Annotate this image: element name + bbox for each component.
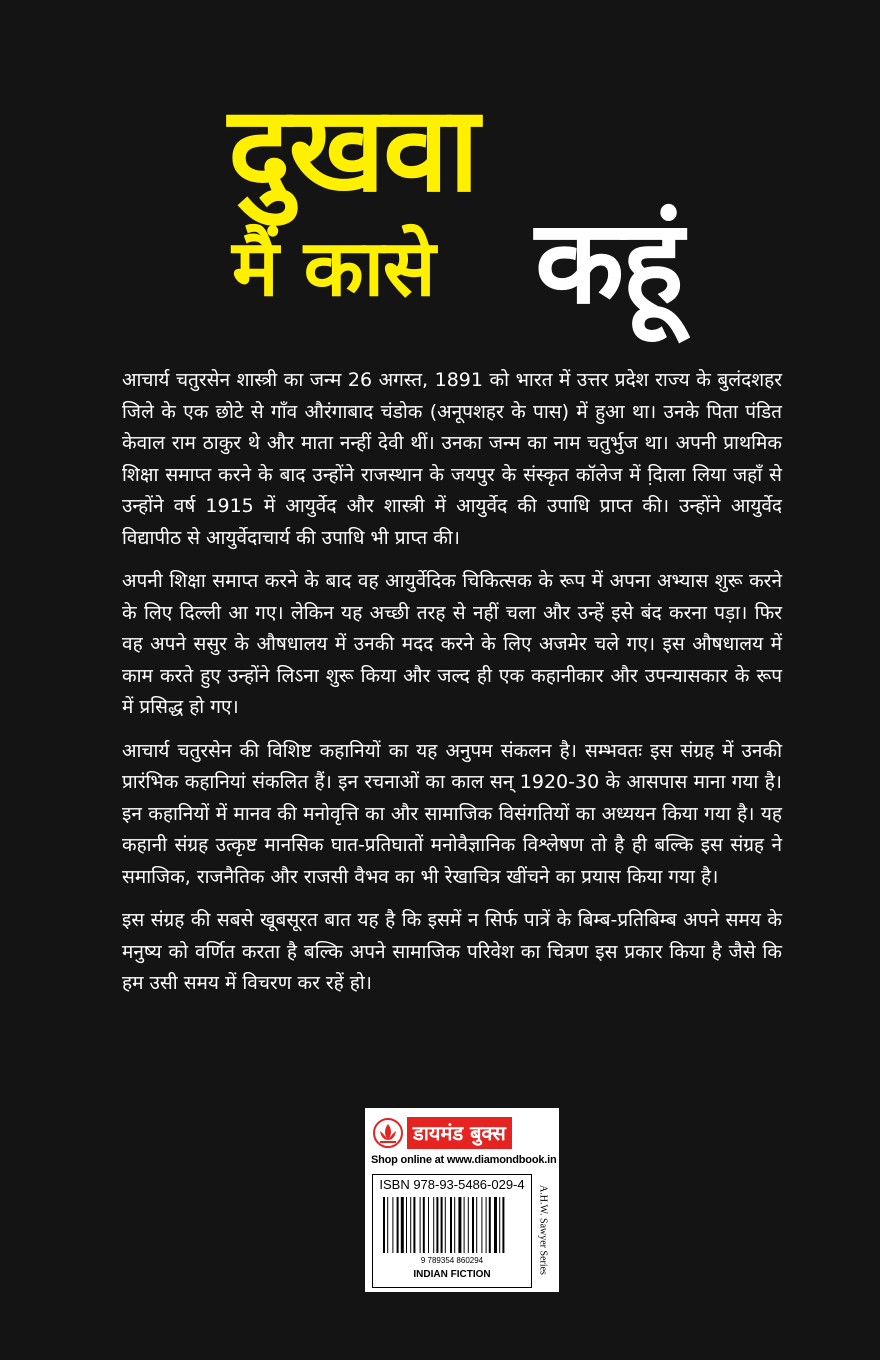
publisher-isbn-panel — [365, 1108, 559, 1292]
title-line-2-accent: कहूं — [535, 195, 682, 330]
publisher-name: डायमंड बुक्स — [407, 1117, 512, 1149]
lotus-icon — [373, 1118, 403, 1148]
series-text: A.H.W. Sawyer Series — [537, 1185, 549, 1275]
barcode-bar — [428, 1197, 429, 1253]
barcode-bar — [494, 1197, 497, 1253]
description-paragraph-1: आचार्य चतुरसेन शास्त्री का जन्म 26 अगस्त, 1891 को भारत में उत्तर प्रदेश राज्य के बुलंदशहर जिले के एक छोटे से गाँव औरंगाबाद चंडोक (अनूपशहर के पास) में हुआ था। उनके पिता पंडित केवाल राम ठाकुर थे और माता नन्हीं देवी थीं। उनका जन्म का नाम चतुर्भुज था। अपनी प्राथमिक शिक्षा समाप्त करने के बाद उन्होंने राजस्थान के जयपुर के संस्कृत कॉलेज में दाि़ला लिया जहाँ से उन्होंने वर्ष 1915 में आयुर्वेद और शास्त्री में आयुर्वेद की उपाधि प्राप्त की। उन्होंने आयुर्वेद विद्यापीठ से आयुर्वेदाचार्य की उपाधि भी प्राप्त की। — [122, 369, 782, 549]
barcode — [379, 1195, 525, 1265]
description-paragraph-3: आचार्य चतुरसेन की विशिष्ट कहानियों का यह अनुपम संकलन है। सम्भवतः इस संग्रह में उनकी प्रारंभिक कहानियां संकलित हैं। इन रचनाओं का काल सन् 1920-30 के आसपास माना गया है। इन कहानियों में मानव की मनोवृत्ति का और सामाजिक विसंगतियों का अध्ययन किया गया है। यह कहानी संग्रह उत्कृष्ट मानसिक घात-प्रतिघातों मनोवैज्ञानिक विश्लेषण तो है ही बल्कि इस संग्रह ने समाजिक, राजनैतिक और राजसी वैभव का भी रेखाचित्र खींचने का प्रयास किया गया है। — [122, 739, 782, 888]
barcode-bar — [423, 1197, 425, 1253]
description-paragraph-2: अपनी शिक्षा समाप्त करने के बाद वह आयुर्वेदिक चिकित्सक के रूप में अपना अभ्यास शुरू करने के लिए दिल्ली आ गए। लेकिन यह अच्छी तरह से नहीं चला और उन्हें इसे बंद करना पड़ा। फिर वह अपने ससुर के औषधालय में उनकी मदद करने के लिए अजमेर चले गए। इस औषधालय में काम करते हुए उन्होंने लिऽना शुरू किया और जल्द ही एक कहानीकार और उपन्यासकार के रूप में प्रसिद्ध हो गए। — [122, 570, 782, 718]
barcode-bar — [450, 1197, 452, 1253]
barcode-bar — [454, 1197, 455, 1253]
barcode-bar — [413, 1197, 415, 1253]
barcode-bar — [445, 1197, 446, 1253]
description-paragraph-4: इस संग्रह की सबसे खूबसूरत बात यह है कि इसमें न सिर्फ पात्रें के बिम्ब-प्रतिबिम्ब अपने समय के मनुष्य को वर्णित करता है बल्कि अपने सामाजिक परिवेश का चित्रण इस प्रकार किया है जैसे कि हम उसी समय में विचरण कर रहें हो। — [122, 909, 782, 994]
series-label — [533, 1174, 553, 1286]
barcode-bar — [481, 1197, 482, 1253]
barcode-bar — [383, 1197, 385, 1253]
barcode-bar — [392, 1197, 393, 1253]
barcode-bar — [472, 1197, 474, 1253]
barcode-bar — [420, 1197, 421, 1253]
barcode-bar — [476, 1197, 477, 1253]
barcode-bar — [486, 1197, 487, 1253]
barcode-digits: 9 789354 860294 — [420, 1256, 484, 1265]
isbn-barcode-box — [372, 1174, 532, 1288]
barcode-bar — [441, 1197, 443, 1253]
genre-label: INDIAN FICTION — [413, 1269, 491, 1280]
barcode-bar — [458, 1197, 461, 1253]
book-description — [122, 365, 782, 1012]
title-line-2: मैं कासे — [232, 224, 435, 314]
barcode-bar — [464, 1197, 465, 1253]
barcode-bar — [499, 1197, 500, 1253]
barcode-bar — [397, 1197, 399, 1253]
barcode-bar — [387, 1197, 388, 1253]
isbn-number: ISBN 978-93-5486-029-4 — [379, 1177, 525, 1192]
barcode-bar — [406, 1197, 407, 1253]
barcode-bar — [502, 1197, 504, 1253]
barcode-bar — [433, 1197, 434, 1253]
title-line-1: दुखवा — [228, 80, 478, 218]
barcode-bar — [410, 1197, 411, 1253]
barcode-bar — [468, 1197, 469, 1253]
publisher-logo — [373, 1116, 551, 1150]
barcode-bar — [489, 1197, 491, 1253]
barcode-bar — [401, 1197, 404, 1253]
shop-online-link[interactable]: Shop online at www.diamondbook.in — [371, 1154, 557, 1166]
barcode-bar — [436, 1197, 438, 1253]
